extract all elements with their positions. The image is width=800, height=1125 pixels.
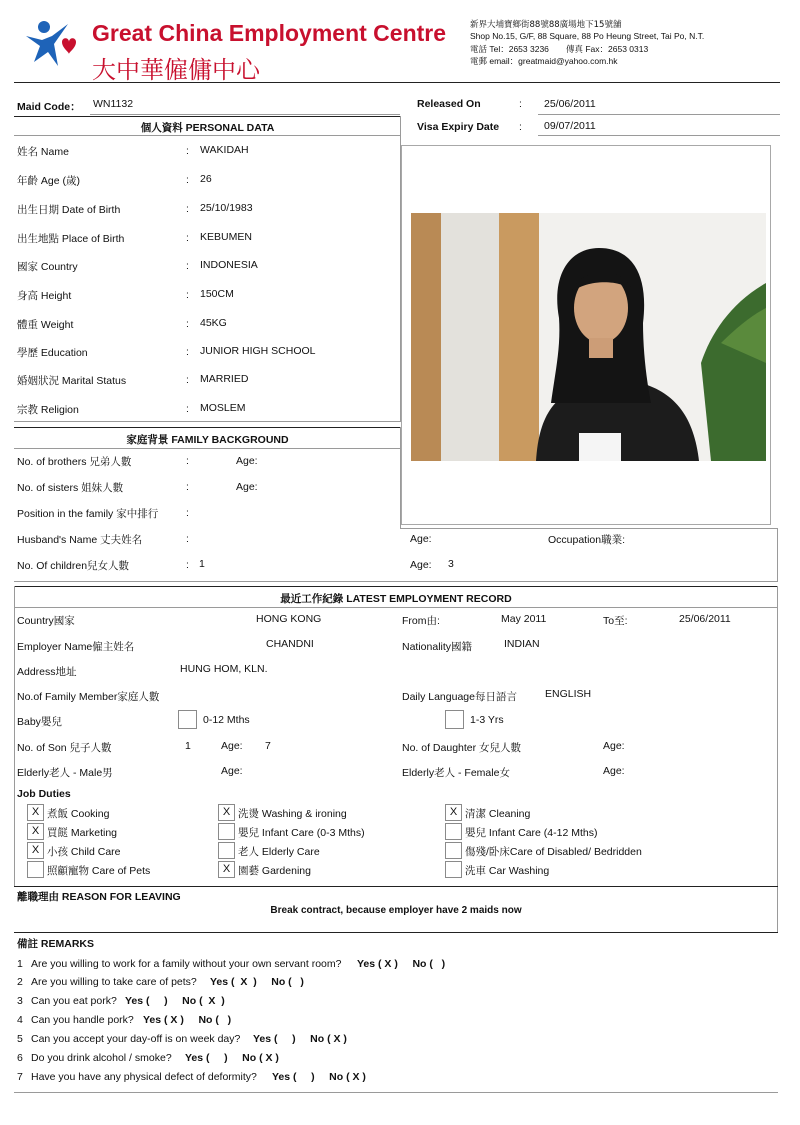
company-name-zh: 大中華僱傭中心 [92, 56, 260, 84]
emp-country-value: HONG KONG [256, 613, 322, 625]
name-colon: : [186, 145, 189, 157]
height-value: 150CM [200, 288, 234, 300]
dob-colon: : [186, 203, 189, 215]
husband-colon: : [186, 533, 189, 545]
family-background-title: 家庭背景 FAMILY BACKGROUND [126, 434, 289, 446]
family-box-top [14, 427, 401, 428]
duty-disabled-checkbox[interactable] [445, 842, 462, 859]
remark-3-num: 3 [17, 995, 23, 1007]
duty-disabled-label: 傷殘/卧床Care of Disabled/ Bedridden [465, 846, 642, 858]
marital-colon: : [186, 374, 189, 386]
maid-code-value: WN1132 [93, 98, 134, 110]
dob-value: 25/10/1983 [200, 202, 253, 214]
reason-value: Break contract, because employer have 2 maids now [270, 905, 522, 916]
baby-0-12-checkbox[interactable] [178, 710, 197, 729]
children-colon: : [186, 559, 189, 571]
duty-infant-0-3-label: 嬰兒 Infant Care (0-3 Mths) [238, 827, 365, 839]
duty-infant-0-3-checkbox[interactable] [218, 823, 235, 840]
visa-colon: : [519, 121, 522, 133]
brothers-label: No. of brothers 兄弟人數 [17, 456, 132, 468]
duty-marketing-checkbox[interactable]: X [27, 823, 44, 840]
son-age-label: Age: [221, 740, 243, 752]
family-box-bottom [14, 581, 778, 582]
remark-7-question: Have you have any physical defect of deformity? [31, 1071, 257, 1083]
position-label: Position in the family 家中排行 [17, 508, 159, 520]
sisters-label: No. of sisters 姐妹人數 [17, 482, 124, 494]
weight-label: 體重 Weight [17, 319, 74, 331]
remarks-box-bottom [14, 1092, 778, 1093]
duty-cleaning-checkbox[interactable]: X [445, 804, 462, 821]
employment-box-left [14, 586, 15, 886]
maid-code-underline [90, 114, 400, 115]
elderly-male-label: Elderly老人 - Male男 [17, 767, 113, 779]
employer-label: Employer Name僱主姓名 [17, 641, 135, 653]
released-colon: : [519, 98, 522, 110]
children-value: 1 [199, 558, 205, 570]
remark-4-answer: Yes ( X ) No ( ) [143, 1014, 232, 1026]
employment-box-right [777, 586, 778, 932]
children-age-label: Age: [410, 559, 432, 571]
religion-colon: : [186, 403, 189, 415]
height-label: 身高 Height [17, 290, 72, 302]
duty-pets-checkbox[interactable] [27, 861, 44, 878]
remark-2-num: 2 [17, 976, 23, 988]
sisters-colon: : [186, 481, 189, 493]
remark-4-question: Can you handle pork? [31, 1014, 134, 1026]
remark-6-answer: Yes ( ) No ( X ) [185, 1052, 279, 1064]
remark-1-question: Are you willing to work for a family without your own servant room? [31, 958, 342, 970]
remark-7-num: 7 [17, 1071, 23, 1083]
employment-title: 最近工作紀錄 LATEST EMPLOYMENT RECORD [280, 593, 512, 605]
duty-gardening-checkbox[interactable]: X [218, 861, 235, 878]
duty-carwash-label: 洗車 Car Washing [465, 865, 550, 877]
language-label: Daily Language每日語言 [402, 691, 517, 703]
duty-pets-label: 照顧寵物 Care of Pets [47, 865, 151, 877]
height-colon: : [186, 289, 189, 301]
family-box-right-outer [777, 528, 778, 581]
brothers-colon: : [186, 455, 189, 467]
released-underline [538, 114, 780, 115]
personal-title-divider [14, 135, 401, 136]
age-label: 年齡 Age (歲) [17, 175, 81, 187]
maid-photo [411, 213, 766, 461]
marital-value: MARRIED [200, 373, 249, 385]
family-box-right [400, 427, 401, 528]
baby-label: Baby嬰兒 [17, 716, 62, 728]
released-value: 25/06/2011 [544, 98, 596, 110]
husband-age-label: Age: [410, 533, 432, 545]
children-age-value: 3 [448, 558, 454, 570]
weight-colon: : [186, 318, 189, 330]
family-title-divider [14, 448, 401, 449]
duty-gardening-label: 園藝 Gardening [238, 865, 311, 877]
visa-label: Visa Expiry Date [417, 121, 500, 133]
country-colon: : [186, 260, 189, 272]
birthplace-colon: : [186, 232, 189, 244]
duty-elderly-label: 老人 Elderly Care [238, 846, 320, 858]
company-email: 電郵 email：greatmaid@yahoo.com.hk [470, 56, 618, 66]
age-value: 26 [200, 173, 212, 185]
duty-infant-4-12-checkbox[interactable] [445, 823, 462, 840]
birthplace-value: KEBUMEN [200, 231, 252, 243]
remark-6-num: 6 [17, 1052, 23, 1064]
employer-value: CHANDNI [266, 638, 314, 650]
remark-3-answer: Yes ( ) No ( X ) [125, 995, 225, 1007]
baby-1-3-checkbox[interactable] [445, 710, 464, 729]
education-label: 學歷 Education [17, 347, 88, 359]
name-label: 姓名 Name [17, 146, 69, 158]
duty-carwash-checkbox[interactable] [445, 861, 462, 878]
emp-from-label: From由: [402, 615, 440, 627]
emp-to-label: To至: [603, 615, 628, 627]
husband-label: Husband's Name 丈夫姓名 [17, 534, 143, 546]
remark-1-num: 1 [17, 958, 23, 970]
personal-box-top [14, 116, 401, 117]
nationality-value: INDIAN [504, 638, 540, 650]
baby-1-3-label: 1-3 Yrs [470, 714, 504, 726]
remark-7-answer: Yes ( ) No ( X ) [272, 1071, 366, 1083]
company-address-zh: 新界大埔寶鄉街88號88廣場地下15號舖 [470, 20, 622, 30]
brothers-age-label: Age: [236, 455, 258, 467]
company-fax: 傳真 Fax：2653 0313 [566, 44, 649, 54]
religion-value: MOSLEM [200, 402, 246, 414]
personal-box-bottom [14, 421, 401, 422]
religion-label: 宗教 Religion [17, 404, 79, 416]
weight-value: 45KG [200, 317, 227, 329]
remark-2-answer: Yes ( X ) No ( ) [210, 976, 304, 988]
remarks-title: 備註 REMARKS [17, 938, 95, 950]
sisters-age-label: Age: [236, 481, 258, 493]
emp-from-value: May 2011 [501, 613, 547, 625]
remark-1-answer: Yes ( X ) No ( ) [357, 958, 446, 970]
company-name-en: Great China Employment Centre [92, 20, 447, 46]
company-phone: 電話 Tel：2653 3236 [470, 44, 549, 54]
emp-to-value: 25/06/2011 [679, 613, 731, 625]
maid-code-label: Maid Code： [17, 101, 81, 113]
job-duties-title: Job Duties [17, 788, 71, 800]
son-value: 1 [185, 740, 191, 752]
children-label: No. Of children兒女人數 [17, 560, 130, 572]
birthplace-label: 出生地點 Place of Birth [17, 233, 125, 245]
dob-label: 出生日期 Date of Birth [17, 204, 121, 216]
logo-icon [22, 18, 78, 70]
country-label: 國家 Country [17, 261, 78, 273]
family-member-label: No.of Family Member家庭人數 [17, 691, 160, 703]
reason-title: 離職理由 REASON FOR LEAVING [17, 891, 181, 903]
occupation-label: Occupation職業: [548, 534, 626, 546]
duty-washing-label: 洗燙 Washing & ironing [238, 808, 347, 820]
remark-5-answer: Yes ( ) No ( X ) [253, 1033, 347, 1045]
header-divider [14, 82, 780, 83]
remark-5-num: 5 [17, 1033, 23, 1045]
remark-2-question: Are you willing to take care of pets? [31, 976, 197, 988]
marital-label: 婚姻狀況 Marital Status [17, 375, 127, 387]
leaving-box-top [14, 886, 778, 887]
duty-childcare-checkbox[interactable]: X [27, 842, 44, 859]
name-value: WAKIDAH [200, 144, 249, 156]
duty-washing-checkbox[interactable]: X [218, 804, 235, 821]
duty-elderly-checkbox[interactable] [218, 842, 235, 859]
duty-childcare-label: 小孩 Child Care [47, 846, 121, 858]
remark-3-question: Can you eat pork? [31, 995, 117, 1007]
duty-infant-4-12-label: 嬰兒 Infant Care (4-12 Mths) [465, 827, 598, 839]
duty-cooking-label: 煮飯 Cooking [47, 808, 110, 820]
baby-0-12-label: 0-12 Mths [203, 714, 250, 726]
visa-value: 09/07/2011 [544, 120, 596, 132]
age-colon: : [186, 174, 189, 186]
remark-6-question: Do you drink alcohol / smoke? [31, 1052, 172, 1064]
country-value: INDONESIA [200, 259, 258, 271]
released-label: Released On [417, 98, 481, 110]
nationality-label: Nationality國籍 [402, 641, 473, 653]
company-address-en: Shop No.15, G/F, 88 Square, 88 Po Heung Street, Tai Po, N.T. [470, 31, 705, 41]
family-box-step [400, 528, 778, 529]
elderly-female-age-label: Age: [603, 765, 625, 777]
daughter-label: No. of Daughter 女兒人數 [402, 742, 522, 754]
duty-marketing-label: 買餸 Marketing [47, 827, 118, 839]
elderly-female-label: Elderly老人 - Female女 [402, 767, 510, 779]
education-colon: : [186, 346, 189, 358]
daughter-age-label: Age: [603, 740, 625, 752]
elderly-male-age-label: Age: [221, 765, 243, 777]
position-colon: : [186, 507, 189, 519]
duty-cooking-checkbox[interactable]: X [27, 804, 44, 821]
emp-country-label: Country國家 [17, 615, 75, 627]
employment-box-top [14, 586, 778, 587]
son-label: No. of Son 兒子人數 [17, 742, 112, 754]
leaving-box-bottom [14, 932, 778, 933]
remark-4-num: 4 [17, 1014, 23, 1026]
visa-underline [538, 135, 780, 136]
duty-cleaning-label: 清潔 Cleaning [465, 808, 531, 820]
language-value: ENGLISH [545, 688, 592, 700]
personal-data-title: 個人資料 PERSONAL DATA [140, 122, 275, 134]
employment-title-divider [14, 607, 778, 608]
remark-5-question: Can you accept your day-off is on week day? [31, 1033, 241, 1045]
address-value: HUNG HOM, KLN. [180, 663, 268, 675]
education-value: JUNIOR HIGH SCHOOL [200, 345, 316, 357]
address-label: Address地址 [17, 666, 77, 678]
son-age-value: 7 [265, 740, 271, 752]
